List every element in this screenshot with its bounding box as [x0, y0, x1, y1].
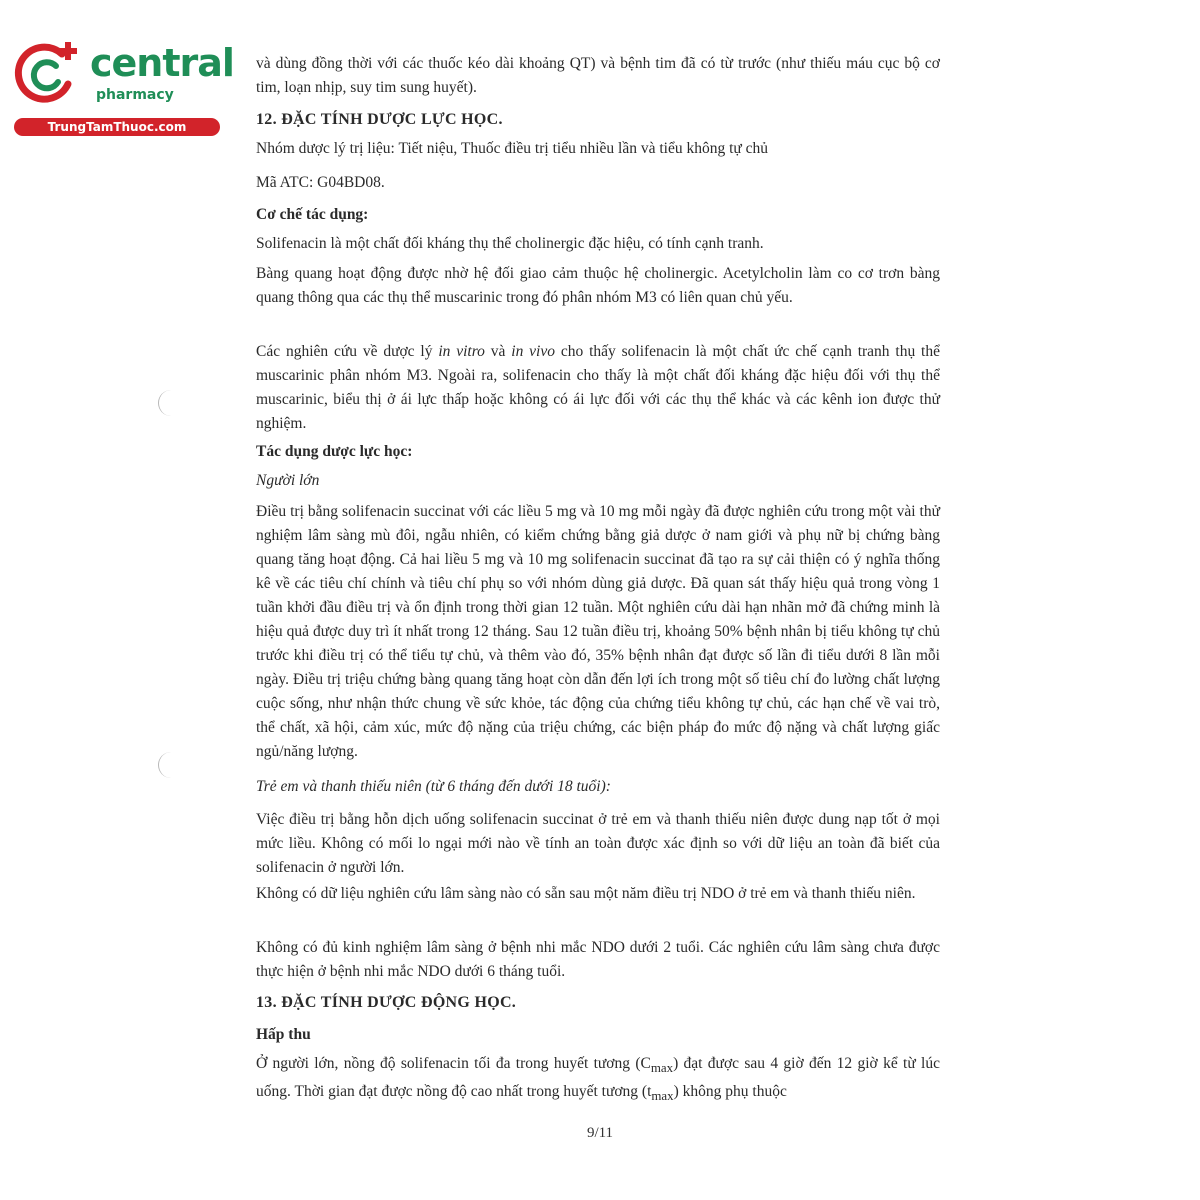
intro-paragraph: và dùng đồng thời với các thuốc kéo dài khoảng QT) và bệnh tim đã có từ trước (như thiếu máu cục bộ cơ tim, loạn nhịp, suy tim sung huyết).: [256, 55, 940, 96]
mechanism-paragraph-1: Solifenacin là một chất đối kháng thụ thể cholinergic đặc hiệu, có tính cạnh tranh.: [256, 235, 764, 252]
pharmacotherapeutic-group: Nhóm dược lý trị liệu: Tiết niệu, Thuốc điều trị tiểu nhiều lần và tiểu không tự chủ: [256, 140, 769, 157]
mechanism-paragraph-2: Bàng quang hoạt động được nhờ hệ đối giao cảm thuộc hệ cholinergic. Acetylcholin làm co cơ trơn bàng quang thông qua các thụ thể muscarinic trong đó phân nhóm M3 có liên quan chủ yếu.: [256, 265, 940, 306]
children-paragraph-3: Không có đủ kinh nghiệm lâm sàng ở bệnh nhi mắc NDO dưới 2 tuổi. Các nghiên cứu lâm sàng chưa được thực hiện ở bệnh nhi mắc NDO dưới 6 tháng tuổi.: [256, 939, 940, 980]
central-pharmacy-logo-icon: [10, 38, 82, 110]
mechanism-paragraph-3: Các nghiên cứu về dược lý in vitro và in vivo cho thấy solifenacin là một chất ức chế cạnh tranh thụ thể muscarinic phân nhóm M3. Ngoài ra, solifenacin cho thấy là một chất đối kháng đặc hiệu đối với thụ thể muscarinic, biểu thị ở ái lực thấp hoặc không có ái lực đối với các thụ thể khác và các kênh ion được thử nghiệm.: [256, 343, 940, 432]
children-paragraph-2: Không có dữ liệu nghiên cứu lâm sàng nào có sẵn sau một năm điều trị NDO ở trẻ em và thanh thiếu niên.: [256, 885, 916, 902]
scan-margin-mark: [158, 390, 173, 416]
children-paragraph-1: Việc điều trị bằng hỗn dịch uống solifenacin succinat ở trẻ em và thanh thiếu niên được dung nạp tốt ở mọi mức liều. Không có mối lo ngại mới nào về tính an toàn được xác định so với dữ liệu an toàn đã biết của solifenacin ở người lớn.: [256, 811, 940, 876]
absorption-paragraph: Ở người lớn, nồng độ solifenacin tối đa trong huyết tương $(C_{max})$ đạt được sau 4 giờ đến 12 giờ kể từ lúc uống. Thời gian đạt được nồng độ cao nhất trong huyết tương $(t_{max})$ không phụ thuộc: [256, 1055, 940, 1104]
absorption-heading: Hấp thu: [256, 1026, 311, 1043]
brand-logo: [10, 36, 234, 136]
section-12-heading: 12. ĐẶC TÍNH DƯỢC LỰC HỌC.: [256, 111, 503, 128]
scan-margin-mark: [158, 752, 173, 778]
page-number: 9/11: [586, 1125, 614, 1141]
adults-subheading: Người lớn: [256, 472, 320, 489]
adults-paragraph: Điều trị bằng solifenacin succinat với các liều 5 mg và 10 mg mỗi ngày đã được nghiên cứu trong một vài thử nghiệm lâm sàng mù đôi, ngẫu nhiên, có kiểm chứng bằng giả dược ở nam giới và phụ nữ bị chứng bàng quang tăng hoạt động. Cả hai liều 5 mg và 10 mg solifenacin succinat đã tạo ra sự cải thiện có ý nghĩa thống kê về các tiêu chí chính và tiêu chí phụ so với nhóm dùng giả dược. Đã quan sát thấy hiệu quả trong vòng 1 tuần khởi đầu điều trị và ổn định trong thời gian 12 tuần. Một nghiên cứu dài hạn nhãn mở đã chứng minh là hiệu quả được duy trì ít nhất trong 12 tháng. Sau 12 tuần điều trị, khoảng 50% bệnh nhân bị tiểu không tự chủ trước khi điều trị có thể tiểu tự chủ, và thêm vào đó, 35% bệnh nhân đạt được số lần đi tiểu dưới 8 lần mỗi ngày. Điều trị triệu chứng bàng quang tăng hoạt còn dẫn đến lợi ích trong một số tiêu chí đo lường chất lượng cuộc sống, như nhận thức chung về sức khỏe, tác động của chứng tiểu không tự chủ, các hạn chế về vai trò, thể chất, xã hội, cảm xúc, mức độ nặng của triệu chứng, các biện pháp đo mức độ nặng và chất lượng giấc ngủ/năng lượng.: [256, 503, 940, 760]
pharmacodynamics-heading: Tác dụng dược lực học:: [256, 443, 413, 460]
mechanism-heading: Cơ chế tác dụng:: [256, 206, 369, 223]
brand-name: central: [90, 41, 234, 85]
atc-code: Mã ATC: G04BD08.: [256, 174, 385, 191]
children-subheading: Trẻ em và thanh thiếu niên (từ 6 tháng đến dưới 18 tuổi):: [256, 778, 611, 795]
brand-website: TrungTamThuoc.com: [14, 118, 220, 136]
brand-subtitle: pharmacy: [96, 87, 174, 103]
section-13-heading: 13. ĐẶC TÍNH DƯỢC ĐỘNG HỌC.: [256, 994, 517, 1011]
